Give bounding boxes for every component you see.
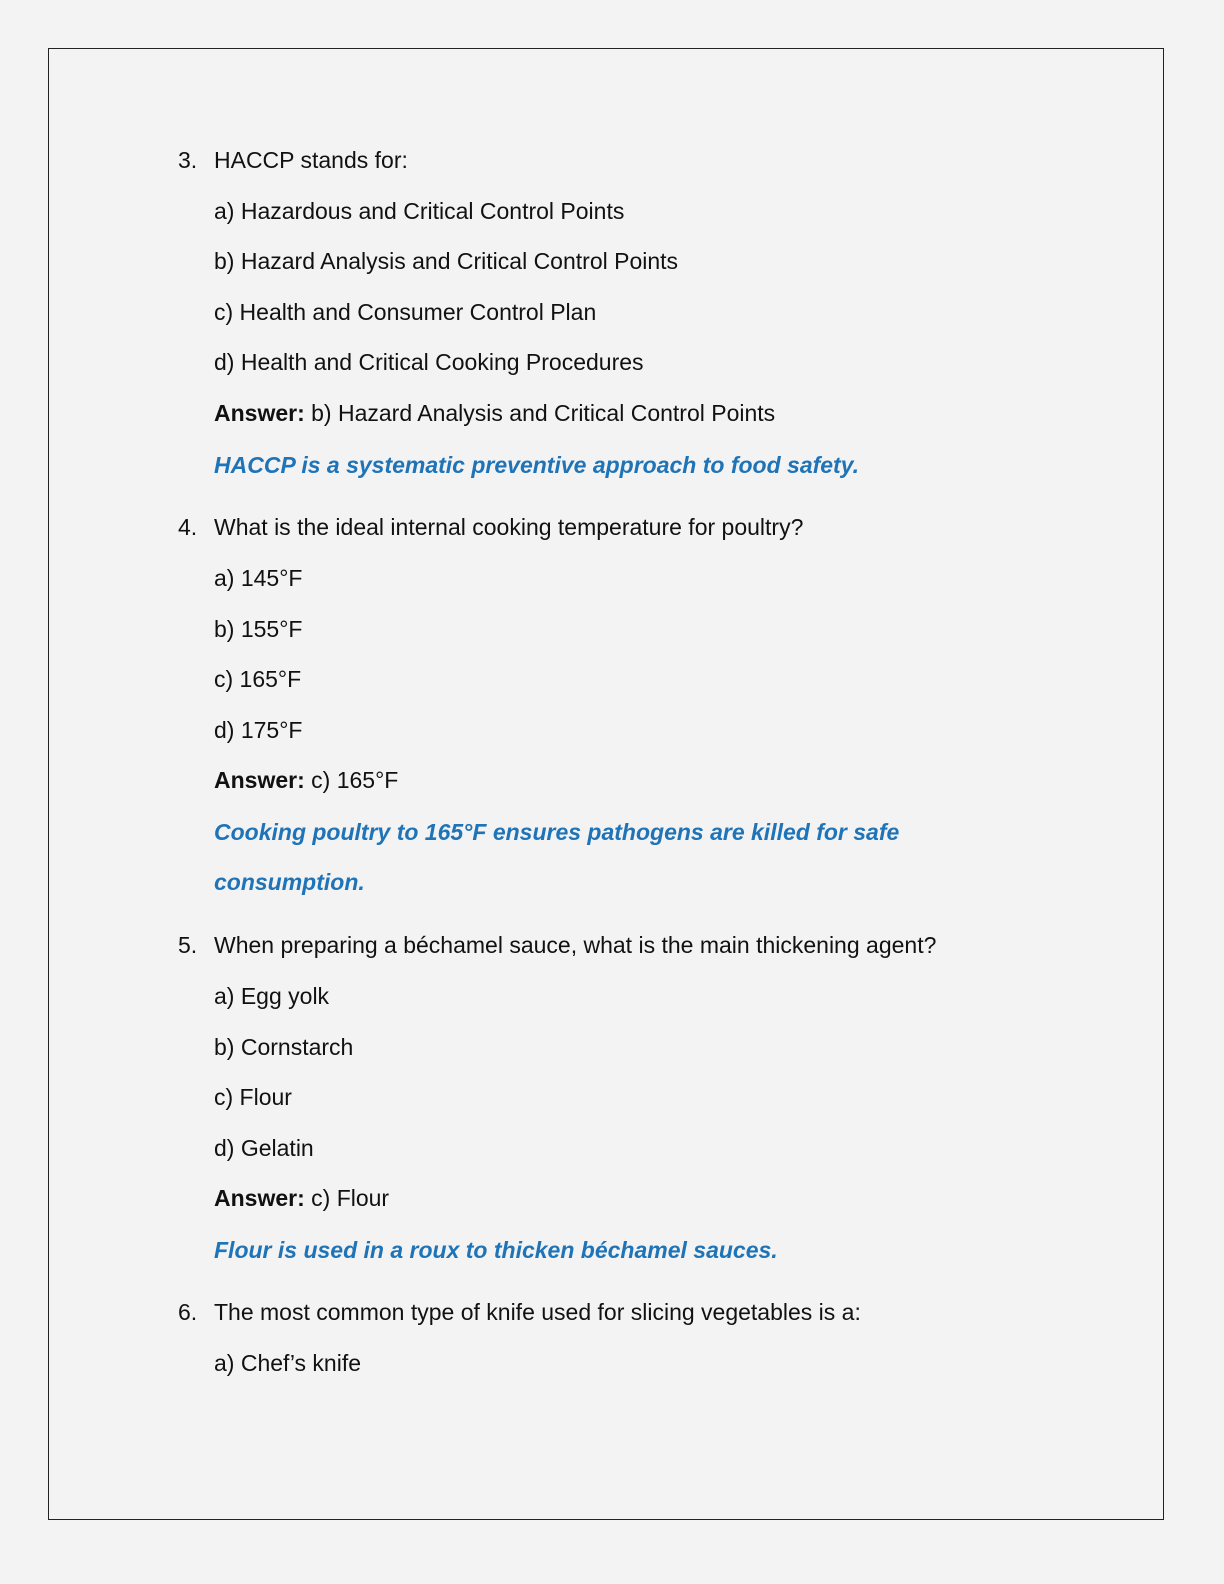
option-a: a) 145°F bbox=[214, 565, 303, 591]
explanation: HACCP is a systematic preventive approach to food safety. bbox=[214, 452, 860, 478]
answer-line bbox=[214, 1184, 389, 1212]
option-a: a) Chef’s knife bbox=[214, 1350, 362, 1376]
answer-value: b) Hazard Analysis and Critical Control Points bbox=[311, 400, 776, 426]
explanation-line-1: Cooking poultry to 165°F ensures pathogens are killed for safe bbox=[214, 819, 900, 845]
question-text: What is the ideal internal cooking temperature for poultry? bbox=[214, 514, 804, 540]
answer-value: c) 165°F bbox=[311, 767, 399, 793]
question-number: 4. bbox=[178, 514, 198, 540]
answer-label: Answer: bbox=[214, 767, 305, 793]
option-b: b) Cornstarch bbox=[214, 1034, 354, 1060]
option-d: d) Gelatin bbox=[214, 1135, 314, 1161]
answer-line bbox=[214, 399, 775, 427]
option-a: a) Egg yolk bbox=[214, 983, 330, 1009]
option-b: b) Hazard Analysis and Critical Control Points bbox=[214, 248, 679, 274]
answer-value: c) Flour bbox=[311, 1185, 390, 1211]
option-a: a) Hazardous and Critical Control Points bbox=[214, 198, 625, 224]
option-b: b) 155°F bbox=[214, 616, 303, 642]
question-text: The most common type of knife used for slicing vegetables is a: bbox=[214, 1299, 861, 1325]
option-c: c) Flour bbox=[214, 1084, 292, 1110]
option-d: d) Health and Critical Cooking Procedures bbox=[214, 349, 644, 375]
question-text: When preparing a béchamel sauce, what is the main thickening agent? bbox=[214, 932, 937, 958]
answer-label: Answer: bbox=[214, 400, 305, 426]
option-c: c) Health and Consumer Control Plan bbox=[214, 299, 597, 325]
explanation: Flour is used in a roux to thicken béchamel sauces. bbox=[214, 1237, 778, 1263]
question-number: 6. bbox=[178, 1299, 198, 1325]
answer-label: Answer: bbox=[214, 1185, 305, 1211]
option-c: c) 165°F bbox=[214, 666, 302, 692]
question-text: HACCP stands for: bbox=[214, 147, 408, 173]
option-d: d) 175°F bbox=[214, 717, 303, 743]
explanation-line-2: consumption. bbox=[214, 869, 365, 895]
question-number: 3. bbox=[178, 147, 198, 173]
question-number: 5. bbox=[178, 932, 198, 958]
answer-line bbox=[214, 766, 398, 794]
